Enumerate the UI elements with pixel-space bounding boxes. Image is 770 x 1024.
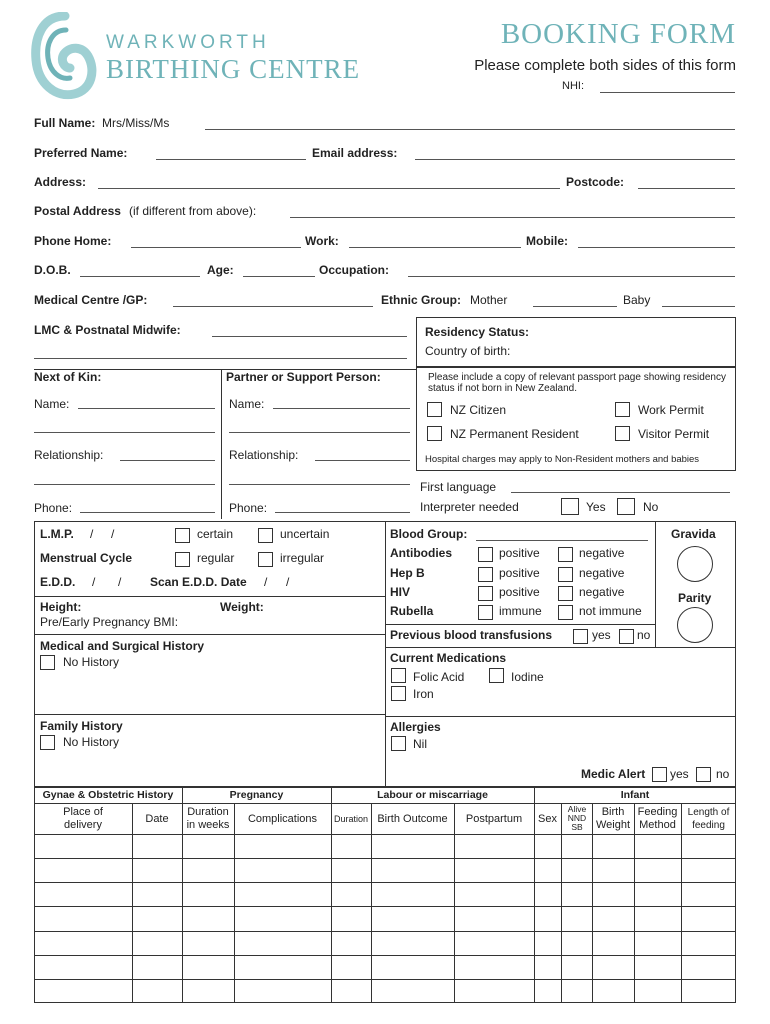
- occupation-field[interactable]: [408, 276, 735, 277]
- dob-field[interactable]: [80, 276, 200, 277]
- medical-centre-field[interactable]: [173, 306, 373, 307]
- edd-slash-1: /: [92, 575, 96, 589]
- group-pregnancy: Pregnancy: [229, 789, 284, 801]
- logo-line2: BIRTHING CENTRE: [106, 54, 361, 84]
- scan-edd-slash-1: /: [264, 575, 268, 589]
- nz-citizen-checkbox[interactable]: [427, 402, 442, 417]
- med-no-history-label: No History: [63, 655, 120, 669]
- uncertain-label: uncertain: [280, 527, 330, 541]
- kin-relationship-field-2[interactable]: [34, 484, 215, 485]
- nhi-label: NHI:: [562, 80, 584, 92]
- gravida-circle[interactable]: [677, 546, 713, 582]
- gravida-col-divider: [655, 521, 656, 647]
- lmp-slash-1: /: [90, 527, 94, 541]
- group-infant: Infant: [620, 789, 650, 801]
- nil-checkbox[interactable]: [391, 736, 406, 751]
- antibodies-positive-label: positive: [499, 546, 540, 560]
- gravida-label: Gravida: [671, 527, 716, 541]
- rubella-immune-label: immune: [499, 604, 542, 618]
- antibodies-negative-label: negative: [579, 546, 625, 560]
- col-place: Place of delivery: [63, 806, 103, 831]
- partner-name-field[interactable]: [273, 408, 410, 409]
- postal-address-hint: (if different from above):: [129, 204, 257, 218]
- hepb-negative-checkbox[interactable]: [558, 567, 573, 582]
- kin-relationship-field[interactable]: [120, 460, 215, 461]
- partner-relationship-field[interactable]: [315, 460, 410, 461]
- kin-name-label: Name:: [34, 397, 70, 411]
- antibodies-positive-checkbox[interactable]: [478, 547, 493, 562]
- med-no-history-checkbox[interactable]: [40, 655, 55, 670]
- family-no-history-checkbox[interactable]: [40, 735, 55, 750]
- interpreter-yes-label: Yes: [586, 500, 606, 514]
- work-permit-label: Work Permit: [638, 403, 704, 417]
- current-meds-label: Current Medications: [390, 651, 507, 665]
- family-no-history-label: No History: [63, 735, 120, 749]
- edd-slash-2: /: [118, 575, 122, 589]
- regular-checkbox[interactable]: [175, 552, 190, 567]
- parity-label: Parity: [678, 591, 712, 605]
- hiv-positive-checkbox[interactable]: [478, 586, 493, 601]
- occupation-label: Occupation:: [319, 263, 390, 277]
- blood-group-field[interactable]: [476, 540, 648, 541]
- col-birth-outcome: Birth Outcome: [377, 813, 448, 825]
- work-permit-checkbox[interactable]: [615, 402, 630, 417]
- medic-alert-yes-checkbox[interactable]: [652, 767, 667, 782]
- table-col-line: [561, 803, 562, 1003]
- partner-relationship-label: Relationship:: [229, 448, 299, 462]
- ethnic-mother-label: Mother: [470, 293, 508, 307]
- bmi-label: Pre/Early Pregnancy BMI:: [40, 615, 179, 629]
- mobile-label: Mobile:: [526, 234, 568, 248]
- iron-label: Iron: [413, 687, 434, 701]
- kin-phone-field[interactable]: [80, 512, 215, 513]
- hiv-label: HIV: [390, 585, 411, 599]
- transfusions-no-checkbox[interactable]: [619, 629, 634, 644]
- first-language-field[interactable]: [511, 492, 730, 493]
- certain-checkbox[interactable]: [175, 528, 190, 543]
- address-label: Address:: [34, 175, 87, 189]
- interpreter-yes-checkbox[interactable]: [561, 498, 579, 515]
- rubella-immune-checkbox[interactable]: [478, 605, 493, 620]
- hiv-positive-label: positive: [499, 585, 540, 599]
- visitor-permit-label: Visitor Permit: [638, 427, 710, 441]
- allergies-top-divider: [385, 716, 736, 717]
- regular-label: regular: [197, 551, 235, 565]
- kin-relationship-label: Relationship:: [34, 448, 104, 462]
- rubella-label: Rubella: [390, 604, 434, 618]
- partner-label: Partner or Support Person:: [226, 370, 381, 384]
- irregular-checkbox[interactable]: [258, 552, 273, 567]
- height-row-divider: [34, 596, 385, 597]
- hepb-negative-label: negative: [579, 566, 625, 580]
- medic-alert-no-checkbox[interactable]: [696, 767, 711, 782]
- postcode-label: Postcode:: [566, 175, 625, 189]
- nz-citizen-label: NZ Citizen: [450, 403, 507, 417]
- medical-centre-label: Medical Centre /GP:: [34, 293, 148, 307]
- blood-group-label: Blood Group:: [390, 527, 468, 541]
- certain-label: certain: [197, 527, 234, 541]
- residency-note: Please include a copy of relevant passport page showing residency status if not born in New Zealand.: [428, 372, 726, 394]
- iodine-label: Iodine: [511, 670, 544, 684]
- transfusion-top-divider: [385, 624, 655, 625]
- scan-edd-slash-2: /: [286, 575, 290, 589]
- interpreter-label: Interpreter needed: [420, 500, 519, 514]
- transfusions-yes-label: yes: [592, 628, 611, 642]
- full-name-field[interactable]: [205, 129, 735, 130]
- group-labour: Labour or miscarriage: [377, 789, 488, 801]
- medic-alert-label: Medic Alert: [581, 767, 646, 781]
- family-history-label: Family History: [40, 719, 123, 733]
- full-name-hint: Mrs/Miss/Ms: [102, 116, 170, 130]
- postal-address-label: Postal Address: [34, 204, 121, 218]
- partner-name-label: Name:: [229, 397, 265, 411]
- next-of-kin-label: Next of Kin:: [34, 370, 102, 384]
- uncertain-checkbox[interactable]: [258, 528, 273, 543]
- visitor-permit-checkbox[interactable]: [615, 426, 630, 441]
- group-gynae: Gynae & Obstetric History: [42, 789, 174, 801]
- partner-phone-label: Phone:: [229, 501, 268, 515]
- form-subtitle: Please complete both sides of this form: [474, 57, 736, 74]
- meds-top-divider: [385, 647, 736, 648]
- table-col-line: [234, 803, 235, 1003]
- antibodies-negative-checkbox[interactable]: [558, 547, 573, 562]
- transfusions-no-label: no: [637, 628, 651, 642]
- mobile-field[interactable]: [578, 247, 735, 248]
- kin-divider: [221, 369, 222, 519]
- nz-resident-checkbox[interactable]: [427, 426, 442, 441]
- address-field[interactable]: [98, 188, 560, 189]
- nhi-field[interactable]: [600, 92, 735, 93]
- work-field[interactable]: [349, 247, 521, 248]
- partner-relationship-field-2[interactable]: [229, 484, 410, 485]
- email-field[interactable]: [415, 159, 735, 160]
- kin-phone-label: Phone:: [34, 501, 73, 515]
- postal-address-field[interactable]: [290, 217, 735, 218]
- irregular-label: irregular: [280, 551, 325, 565]
- table-header-divider: [34, 834, 736, 835]
- kin-name-field[interactable]: [78, 408, 215, 409]
- table-col-line: [132, 803, 133, 1003]
- logo-icon: [30, 12, 100, 100]
- hepb-label: Hep B: [390, 566, 425, 580]
- first-language-label: First language: [420, 480, 497, 494]
- postcode-field[interactable]: [638, 188, 735, 189]
- interpreter-no-checkbox[interactable]: [617, 498, 635, 515]
- nz-resident-label: NZ Permanent Resident: [450, 427, 579, 441]
- transfusions-yes-checkbox[interactable]: [573, 629, 588, 644]
- nil-label: Nil: [413, 737, 427, 751]
- table-row[interactable]: [34, 955, 736, 956]
- menstrual-label: Menstrual Cycle: [40, 551, 133, 565]
- hepb-positive-label: positive: [499, 566, 540, 580]
- kin-name-field-2[interactable]: [34, 432, 215, 433]
- edd-label: E.D.D.: [40, 575, 76, 589]
- rubella-not-immune-label: not immune: [579, 604, 642, 618]
- ethnic-baby-label: Baby: [623, 293, 651, 307]
- lmp-label: L.M.P.: [40, 527, 74, 541]
- table-row[interactable]: [34, 931, 736, 932]
- med-history-label: Medical and Surgical History: [40, 639, 205, 653]
- preferred-name-field[interactable]: [156, 159, 306, 160]
- ethnic-mother-field[interactable]: [533, 306, 617, 307]
- preferred-name-label: Preferred Name:: [34, 146, 128, 160]
- medic-alert-no-label: no: [716, 767, 730, 781]
- work-label: Work:: [305, 234, 339, 248]
- medic-alert-yes-label: yes: [670, 767, 689, 781]
- col-duration-weeks: Duration in weeks: [186, 806, 230, 831]
- lmc-field-2[interactable]: [34, 358, 407, 359]
- family-row-divider: [34, 714, 385, 715]
- col-feeding-method: Feeding Method: [637, 806, 678, 831]
- col-length-feeding: Length of feeding: [687, 807, 730, 831]
- col-postpartum: Postpartum: [465, 813, 523, 825]
- lmc-field[interactable]: [212, 336, 407, 337]
- table-row[interactable]: [34, 906, 736, 907]
- allergies-label: Allergies: [390, 720, 441, 734]
- parity-circle[interactable]: [677, 607, 713, 643]
- transfusions-label: Previous blood transfusions: [390, 628, 553, 642]
- weight-label: Weight:: [220, 600, 264, 614]
- medical-col-divider: [385, 521, 386, 787]
- col-complications: Complications: [247, 813, 318, 825]
- table-group-divider: [34, 803, 736, 804]
- col-date: Date: [145, 813, 169, 825]
- table-col-line: [371, 803, 372, 1003]
- table-col-line: [454, 803, 455, 1003]
- interpreter-no-label: No: [643, 500, 659, 514]
- age-field[interactable]: [243, 276, 315, 277]
- form-title: BOOKING FORM: [500, 18, 736, 50]
- lmp-slash-2: /: [111, 527, 115, 541]
- antibodies-label: Antibodies: [390, 546, 452, 560]
- table-col-line: [634, 803, 635, 1003]
- height-label: Height:: [40, 600, 82, 614]
- medhist-row-divider: [34, 634, 385, 635]
- table-row[interactable]: [34, 882, 736, 883]
- age-label: Age:: [207, 263, 234, 277]
- ethnic-baby-field[interactable]: [662, 306, 735, 307]
- logo-line1: WARKWORTH: [106, 32, 270, 53]
- partner-phone-field[interactable]: [275, 512, 410, 513]
- col-alive: Alive NND SB: [567, 804, 587, 832]
- scan-edd-label: Scan E.D.D. Date: [150, 575, 247, 589]
- iodine-checkbox[interactable]: [489, 668, 504, 683]
- lmc-label: LMC & Postnatal Midwife:: [34, 323, 181, 337]
- folic-acid-label: Folic Acid: [413, 670, 465, 684]
- partner-name-field-2[interactable]: [229, 432, 410, 433]
- ethnic-group-label: Ethnic Group:: [381, 293, 461, 307]
- email-label: Email address:: [312, 146, 398, 160]
- full-name-label: Full Name:: [34, 116, 96, 130]
- residency-title: Residency Status:: [425, 325, 530, 339]
- iron-checkbox[interactable]: [391, 686, 406, 701]
- hiv-negative-checkbox[interactable]: [558, 586, 573, 601]
- rubella-not-immune-checkbox[interactable]: [558, 605, 573, 620]
- dob-label: D.O.B.: [34, 263, 71, 277]
- table-col-line: [592, 803, 593, 1003]
- table-col-line: [681, 803, 682, 1003]
- table-row[interactable]: [34, 858, 736, 859]
- col-sex: Sex: [538, 813, 557, 825]
- phone-home-label: Phone Home:: [34, 234, 112, 248]
- phone-home-field[interactable]: [131, 247, 301, 248]
- folic-acid-checkbox[interactable]: [391, 668, 406, 683]
- country-of-birth-label: Country of birth:: [425, 344, 511, 358]
- col-birth-weight: Birth Weight: [595, 806, 631, 831]
- hiv-negative-label: negative: [579, 585, 625, 599]
- hospital-charges-note: Hospital charges may apply to Non-Resident mothers and babies: [425, 454, 700, 465]
- table-row[interactable]: [34, 979, 736, 980]
- col-duration: Duration: [333, 814, 369, 824]
- hepb-positive-checkbox[interactable]: [478, 567, 493, 582]
